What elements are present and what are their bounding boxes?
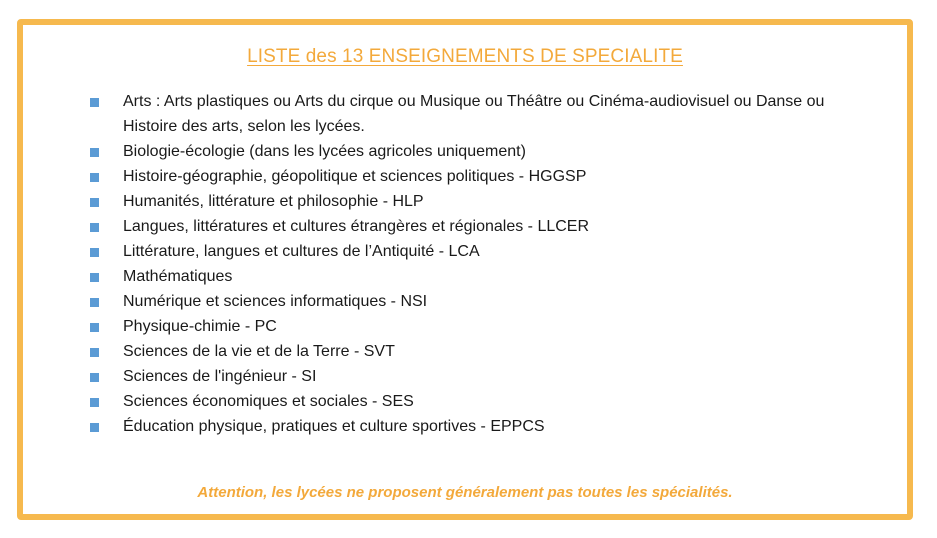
list-item-text: Sciences de l'ingénieur - SI <box>123 368 317 385</box>
square-bullet-icon <box>90 98 99 107</box>
list-item <box>83 289 863 314</box>
list-item <box>83 164 863 189</box>
list-item-text: Arts : Arts plastiques ou Arts du cirque ou Musique ou Théâtre ou Cinéma-audiovisuel ou Danse ou Histoire des arts, selon les lycées. <box>123 93 825 135</box>
list-item-text: Physique-chimie - PC <box>123 318 277 335</box>
list-item <box>83 139 863 164</box>
list-item-text: Biologie-écologie (dans les lycées agricoles uniquement) <box>123 143 526 160</box>
square-bullet-icon <box>90 223 99 232</box>
list-item-text: Langues, littératures et cultures étrangères et régionales - LLCER <box>123 218 590 235</box>
list-item <box>83 189 863 214</box>
list-item <box>83 339 863 364</box>
square-bullet-icon <box>90 423 99 432</box>
square-bullet-icon <box>90 248 99 257</box>
square-bullet-icon <box>90 348 99 357</box>
square-bullet-icon <box>90 198 99 207</box>
list-item-text: Littérature, langues et cultures de l’Antiquité - LCA <box>123 243 480 260</box>
list-item <box>83 239 863 264</box>
list-item-text: Sciences de la vie et de la Terre - SVT <box>123 343 395 360</box>
specialites-list <box>83 89 863 439</box>
list-item-text: Sciences économiques et sociales - SES <box>123 393 414 410</box>
square-bullet-icon <box>90 398 99 407</box>
list-item-text: Mathématiques <box>123 268 233 285</box>
list-item-text: Éducation physique, pratiques et culture sportives - EPPCS <box>123 418 545 435</box>
list-item <box>83 364 863 389</box>
list-item-text: Humanités, littérature et philosophie - HLP <box>123 193 424 210</box>
list-item <box>83 389 863 414</box>
square-bullet-icon <box>90 173 99 182</box>
square-bullet-icon <box>90 148 99 157</box>
square-bullet-icon <box>90 273 99 282</box>
square-bullet-icon <box>90 373 99 382</box>
square-bullet-icon <box>90 298 99 307</box>
list-item <box>83 264 863 289</box>
specialites-panel <box>17 19 913 520</box>
list-item-text: Numérique et sciences informatiques - NSI <box>123 293 428 310</box>
list-item <box>83 89 863 139</box>
attention-note: Attention, les lycées ne proposent généralement pas toutes les spécialités. <box>197 484 733 501</box>
square-bullet-icon <box>90 323 99 332</box>
list-item <box>83 214 863 239</box>
panel-title: LISTE des 13 ENSEIGNEMENTS DE SPECIALITE <box>247 46 683 67</box>
list-item <box>83 414 863 439</box>
list-item <box>83 314 863 339</box>
list-item-text: Histoire-géographie, géopolitique et sciences politiques - HGGSP <box>123 168 587 185</box>
